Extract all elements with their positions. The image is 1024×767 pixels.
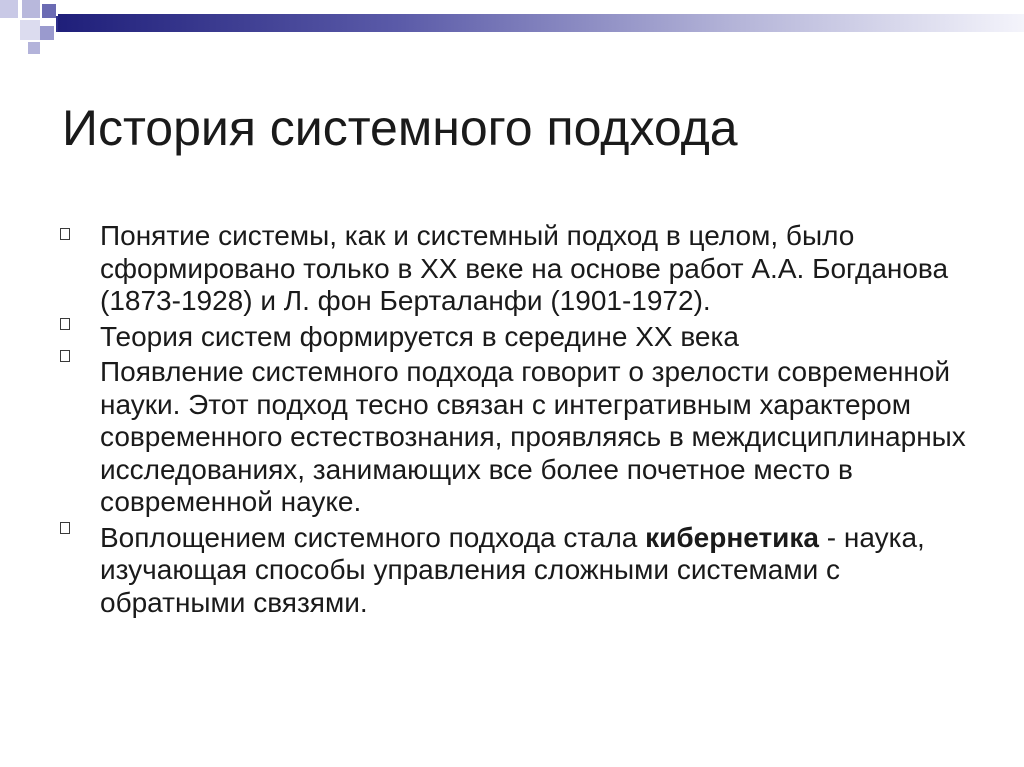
bullet-marker-icon	[60, 228, 70, 240]
paragraph-4-end: - наука, изучающая способы управления сложными системами с обратными связями.	[100, 521, 925, 618]
paragraph-4	[100, 522, 980, 620]
header-gradient-bar	[58, 14, 1024, 32]
bullet-marker-icon	[60, 350, 70, 362]
decor-square	[40, 26, 54, 40]
decor-square	[42, 4, 56, 18]
decor-square	[20, 20, 40, 40]
paragraph-3: Появление системного подхода говорит о зрелости современной науки. Этот подход тесно связан с интегративным характером современного естествознания, проявляясь в междисциплинарных исследованиях, занимающих все более почетное место в современной науке.	[100, 356, 966, 517]
decor-square	[28, 42, 40, 54]
bullet-marker-icon	[60, 318, 70, 330]
slide-body	[100, 220, 980, 619]
decor-square	[22, 0, 40, 18]
paragraph-2: Теория систем формируется в середине XX века	[100, 320, 739, 352]
decor-square	[0, 0, 18, 18]
paragraph-1: Понятие системы, как и системный подход в целом, было сформировано только в XX веке на основе работ А.А. Богданова (1873-1928) и Л. фон Берталанфи (1901-1972).	[100, 220, 949, 316]
keyword-cybernetics: кибернетика	[645, 521, 819, 553]
paragraph-4-start: Воплощением системного подхода стала	[100, 521, 646, 553]
bullet-marker-icon	[60, 522, 70, 534]
slide-title: История системного подхода	[62, 100, 738, 156]
